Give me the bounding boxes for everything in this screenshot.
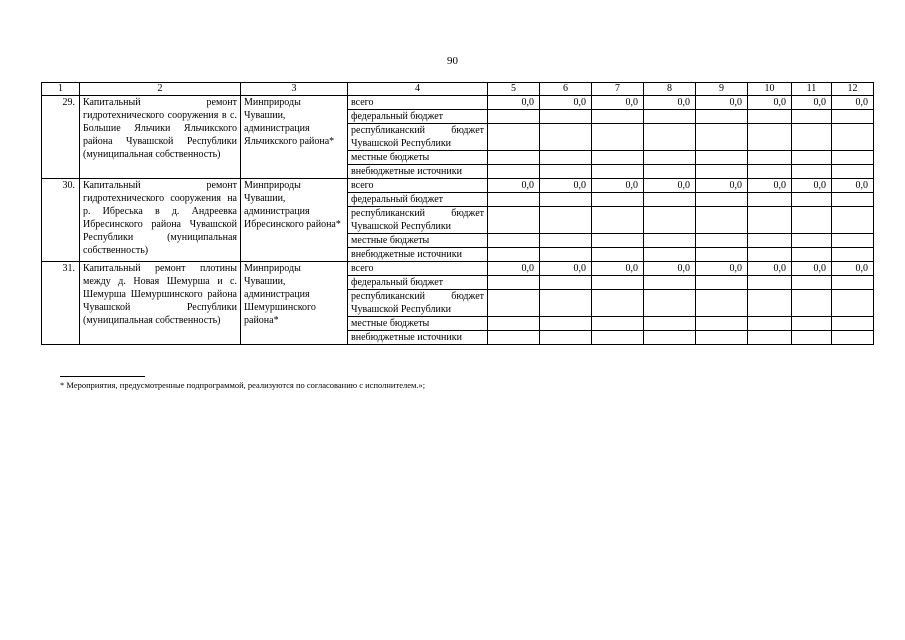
value-cell <box>832 151 874 165</box>
value-cell <box>488 276 540 290</box>
value-cell <box>592 276 644 290</box>
funding-source: федеральный бюджет <box>348 110 488 124</box>
value-cell <box>592 193 644 207</box>
value-cell <box>540 290 592 317</box>
value-cell: 0,0 <box>540 96 592 110</box>
value-cell <box>748 165 792 179</box>
value-cell <box>696 110 748 124</box>
table-row <box>42 262 874 276</box>
value-cell <box>644 290 696 317</box>
value-cell <box>488 207 540 234</box>
value-cell <box>792 165 832 179</box>
funding-source: федеральный бюджет <box>348 276 488 290</box>
value-cell <box>592 124 644 151</box>
value-cell <box>592 207 644 234</box>
header-row <box>42 83 874 96</box>
value-cell <box>488 234 540 248</box>
value-cell <box>748 207 792 234</box>
value-cell <box>832 248 874 262</box>
value-cell: 0,0 <box>832 262 874 276</box>
executor: Минприроды Чувашии, администрация Ибресинского района* <box>241 179 348 262</box>
value-cell <box>792 151 832 165</box>
value-cell <box>488 248 540 262</box>
value-cell <box>748 234 792 248</box>
value-cell <box>592 151 644 165</box>
value-cell <box>832 290 874 317</box>
value-cell <box>696 193 748 207</box>
value-cell: 0,0 <box>488 262 540 276</box>
funding-source: внебюджетные источники <box>348 165 488 179</box>
value-cell <box>540 207 592 234</box>
value-cell <box>644 110 696 124</box>
value-cell <box>540 165 592 179</box>
funding-source: местные бюджеты <box>348 234 488 248</box>
footnote: * Мероприятия, предусмотренные подпрограммой, реализуются по согласованию с исполнителем.»; <box>60 380 426 390</box>
measure-name: Капитальный ремонт плотины между д. Новая Шемурша и с. Шемурша Шемуршинского района Чувашской Республики (муниципальная собственность) <box>80 262 241 345</box>
value-cell: 0,0 <box>832 96 874 110</box>
value-cell <box>748 317 792 331</box>
page-number: 90 <box>447 55 458 67</box>
value-cell <box>696 331 748 345</box>
value-cell: 0,0 <box>540 262 592 276</box>
value-cell <box>644 331 696 345</box>
value-cell <box>792 276 832 290</box>
header-cell: 9 <box>696 83 748 96</box>
funding-source: внебюджетные источники <box>348 331 488 345</box>
value-cell <box>488 124 540 151</box>
value-cell <box>488 193 540 207</box>
value-cell <box>540 317 592 331</box>
value-cell <box>696 165 748 179</box>
value-cell <box>832 165 874 179</box>
funding-source: республиканский бюджет Чувашской Республики <box>348 290 488 317</box>
value-cell: 0,0 <box>696 262 748 276</box>
value-cell <box>792 248 832 262</box>
value-cell <box>832 276 874 290</box>
program-table <box>41 82 874 345</box>
funding-source: местные бюджеты <box>348 317 488 331</box>
funding-source: внебюджетные источники <box>348 248 488 262</box>
value-cell <box>592 165 644 179</box>
executor: Минприроды Чувашии, администрация Шемуршинского района* <box>241 262 348 345</box>
header-cell: 2 <box>80 83 241 96</box>
value-cell <box>644 151 696 165</box>
value-cell <box>832 110 874 124</box>
value-cell <box>696 151 748 165</box>
value-cell: 0,0 <box>592 262 644 276</box>
value-cell <box>696 124 748 151</box>
value-cell <box>644 248 696 262</box>
value-cell <box>644 207 696 234</box>
value-cell <box>792 331 832 345</box>
header-cell: 11 <box>792 83 832 96</box>
value-cell <box>696 207 748 234</box>
value-cell <box>792 110 832 124</box>
value-cell <box>696 234 748 248</box>
value-cell <box>748 276 792 290</box>
value-cell <box>792 317 832 331</box>
value-cell <box>540 234 592 248</box>
value-cell: 0,0 <box>540 179 592 193</box>
value-cell <box>540 331 592 345</box>
funding-source: республиканский бюджет Чувашской Республики <box>348 124 488 151</box>
value-cell <box>644 234 696 248</box>
value-cell <box>644 193 696 207</box>
funding-source: республиканский бюджет Чувашской Республики <box>348 207 488 234</box>
value-cell: 0,0 <box>488 96 540 110</box>
value-cell <box>792 234 832 248</box>
value-cell <box>488 110 540 124</box>
footnote-divider <box>60 376 145 377</box>
value-cell <box>592 317 644 331</box>
value-cell: 0,0 <box>832 179 874 193</box>
header-cell: 7 <box>592 83 644 96</box>
value-cell <box>644 276 696 290</box>
value-cell <box>792 207 832 234</box>
header-cell: 12 <box>832 83 874 96</box>
value-cell <box>592 290 644 317</box>
table-row <box>42 179 874 193</box>
value-cell <box>748 110 792 124</box>
value-cell <box>832 234 874 248</box>
value-cell <box>488 331 540 345</box>
value-cell: 0,0 <box>644 179 696 193</box>
value-cell <box>748 124 792 151</box>
value-cell <box>644 165 696 179</box>
value-cell <box>832 207 874 234</box>
value-cell: 0,0 <box>696 179 748 193</box>
value-cell <box>696 276 748 290</box>
value-cell <box>488 290 540 317</box>
value-cell <box>748 193 792 207</box>
value-cell: 0,0 <box>792 96 832 110</box>
value-cell: 0,0 <box>748 262 792 276</box>
funding-source: всего <box>348 262 488 276</box>
measure-name: Капитальный ремонт гидротехнического сооружения в с. Большие Яльчики Яльчикского района Чувашской Республики (муниципальная собственность) <box>80 96 241 179</box>
value-cell <box>592 234 644 248</box>
value-cell <box>488 165 540 179</box>
value-cell <box>540 151 592 165</box>
header-cell: 4 <box>348 83 488 96</box>
row-number: 31. <box>42 262 80 345</box>
value-cell: 0,0 <box>748 96 792 110</box>
value-cell <box>540 193 592 207</box>
value-cell: 0,0 <box>792 179 832 193</box>
value-cell <box>540 124 592 151</box>
value-cell <box>488 151 540 165</box>
row-number: 30. <box>42 179 80 262</box>
value-cell <box>592 110 644 124</box>
value-cell <box>832 124 874 151</box>
value-cell: 0,0 <box>748 179 792 193</box>
value-cell <box>792 124 832 151</box>
funding-source: всего <box>348 179 488 193</box>
value-cell <box>748 290 792 317</box>
executor: Минприроды Чувашии, администрация Яльчикского района* <box>241 96 348 179</box>
value-cell <box>792 193 832 207</box>
value-cell: 0,0 <box>644 262 696 276</box>
funding-source: федеральный бюджет <box>348 193 488 207</box>
value-cell <box>792 290 832 317</box>
value-cell <box>696 248 748 262</box>
measure-name: Капитальный ремонт гидротехнического сооружения на р. Ибреська в д. Андреевка Ибресинского района Чувашской Республики (муниципальная собственность) <box>80 179 241 262</box>
value-cell: 0,0 <box>644 96 696 110</box>
value-cell <box>592 248 644 262</box>
header-cell: 1 <box>42 83 80 96</box>
table-row <box>42 96 874 110</box>
header-cell: 8 <box>644 83 696 96</box>
header-cell: 10 <box>748 83 792 96</box>
value-cell: 0,0 <box>592 96 644 110</box>
value-cell <box>748 331 792 345</box>
value-cell <box>832 317 874 331</box>
funding-source: местные бюджеты <box>348 151 488 165</box>
value-cell <box>748 151 792 165</box>
value-cell: 0,0 <box>696 96 748 110</box>
value-cell <box>540 276 592 290</box>
value-cell <box>540 248 592 262</box>
value-cell <box>644 317 696 331</box>
value-cell <box>696 290 748 317</box>
row-number: 29. <box>42 96 80 179</box>
value-cell: 0,0 <box>792 262 832 276</box>
value-cell: 0,0 <box>488 179 540 193</box>
header-cell: 5 <box>488 83 540 96</box>
header-cell: 3 <box>241 83 348 96</box>
header-cell: 6 <box>540 83 592 96</box>
value-cell <box>488 317 540 331</box>
value-cell <box>832 331 874 345</box>
funding-source: всего <box>348 96 488 110</box>
value-cell <box>592 331 644 345</box>
value-cell: 0,0 <box>592 179 644 193</box>
value-cell <box>696 317 748 331</box>
value-cell <box>748 248 792 262</box>
value-cell <box>644 124 696 151</box>
value-cell <box>832 193 874 207</box>
value-cell <box>540 110 592 124</box>
